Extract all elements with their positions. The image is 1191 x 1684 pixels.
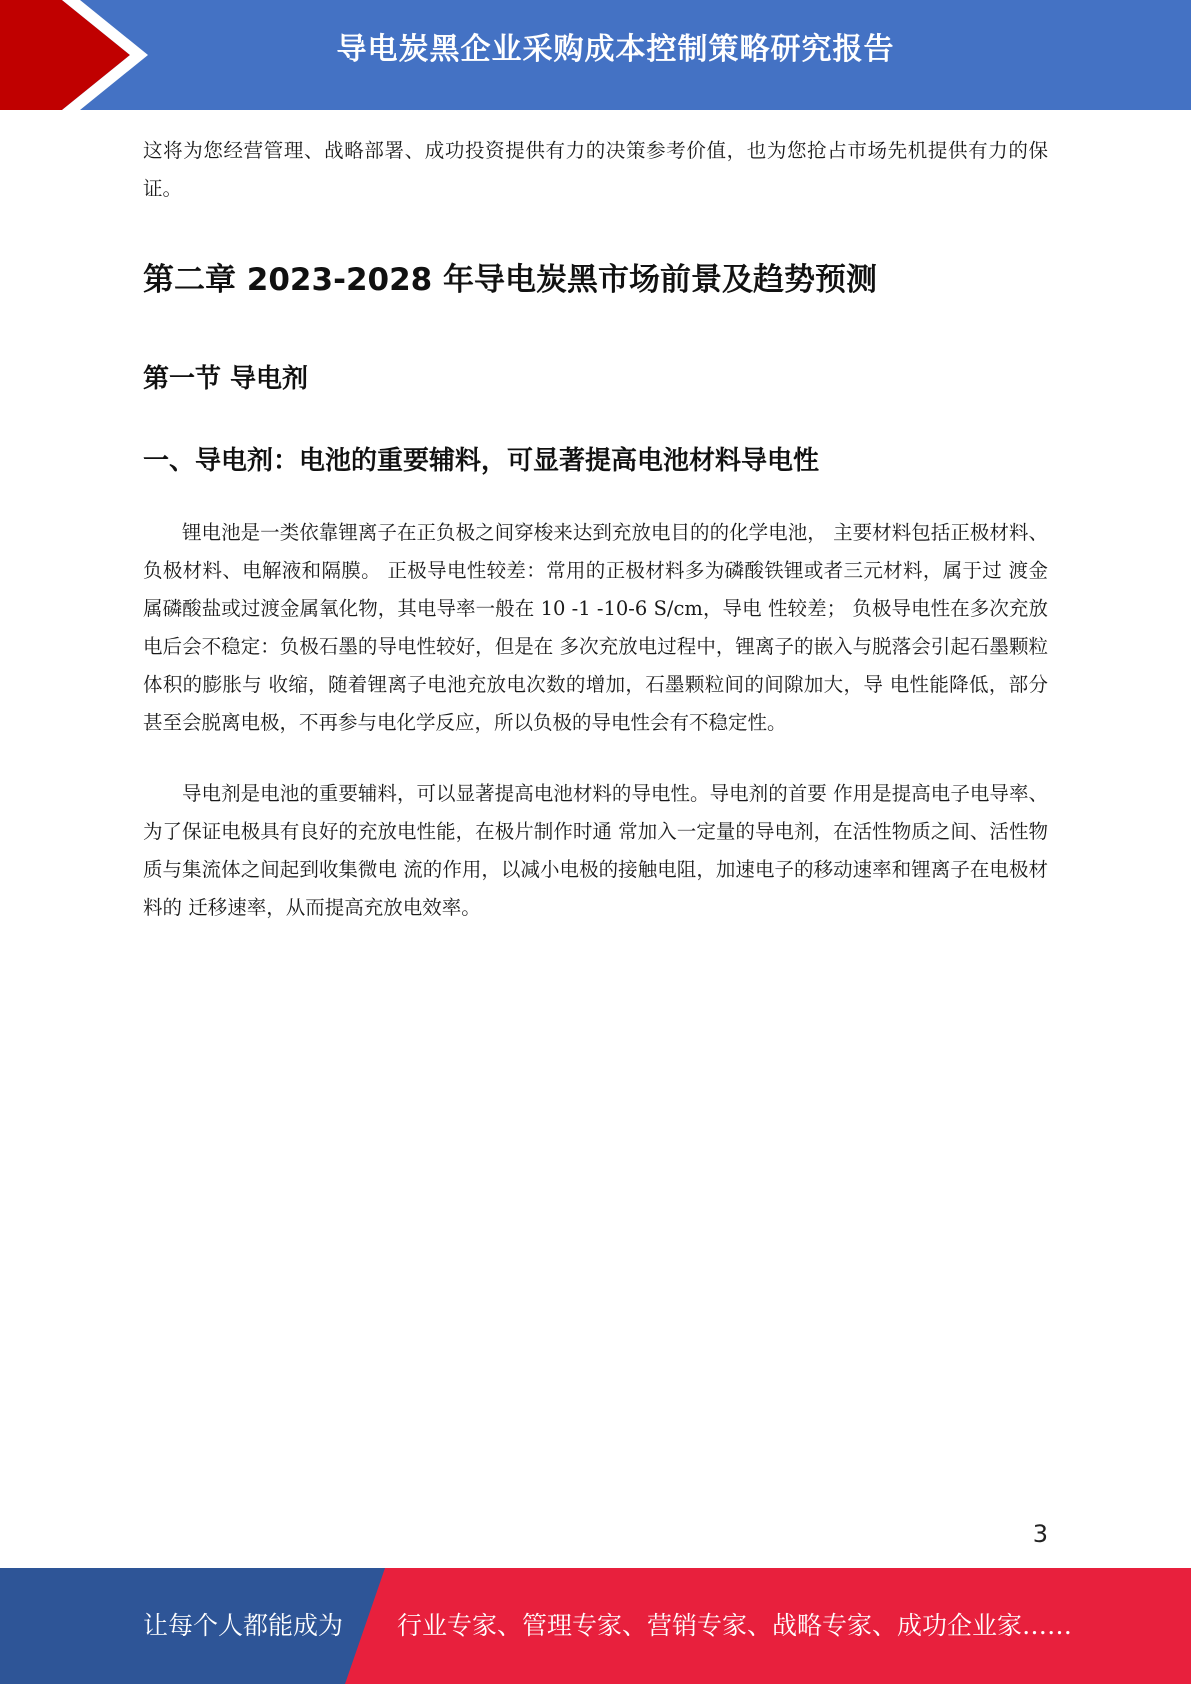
footer-slogan-left: 让每个人都能成为 (143, 1611, 344, 1640)
intro-paragraph: 这将为您经营管理、战略部署、成功投资提供有力的决策参考价值，也为您抢占市场先机提供有力的保证。 (143, 139, 1048, 200)
page-content (143, 132, 1048, 927)
body-paragraph-2: 导电剂是电池的重要辅料，可以显著提高电池材料的导电性。导电剂的首要 作用是提高电子电导率、为了保证电极具有良好的充放电性能，在极片制作时通 常加入一定量的导电剂，在活性物质之间、活性物质与集流体之间起到收集微电 流的作用，以减小电极的接触电阻，加速电子的移动速率和锂离子在电极材料的 迁移速率，从而提高充放电效率。 (143, 782, 1048, 919)
footer-slogan-right: 行业专家、管理专家、营销专家、战略专家、成功企业家…… (397, 1611, 1073, 1640)
subsection-title: 一、导电剂：电池的重要辅料，可显著提高电池材料导电性 (143, 446, 820, 476)
footer-banner (0, 1568, 1191, 1684)
report-title: 导电炭黑企业采购成本控制策略研究报告 (336, 32, 895, 67)
body-paragraph-1: 锂电池是一类依靠锂离子在正负极之间穿梭来达到充放电目的的化学电池， 主要材料包括正极材料、负极材料、电解液和隔膜。 正极导电性较差：常用的正极材料多为磷酸铁锂或者三元材料，属于过 渡金属磷酸盐或过渡金属氧化物，其电导率一般在 10 -1 -10-6 S/cm，导电 性较差； 负极导电性在多次充放电后会不稳定：负极石墨的导电性较好，但是在 多次充放电过程中，锂离子的嵌入与脱落会引起石墨颗粒体积的膨胀与 收缩，随着锂离子电池充放电次数的增加，石墨颗粒间的间隙加大，导 电性能降低，部分甚至会脱离电极，不再参与电化学反应，所以负极的导电性会有不稳定性。 (143, 521, 1048, 734)
chapter-title: 第二章 2023-2028 年导电炭黑市场前景及趋势预测 (143, 262, 878, 298)
chevron-decoration-icon (0, 0, 160, 110)
header-banner (0, 0, 1191, 110)
section-title: 第一节 导电剂 (143, 364, 309, 394)
page-number: 3 (1032, 1520, 1048, 1548)
